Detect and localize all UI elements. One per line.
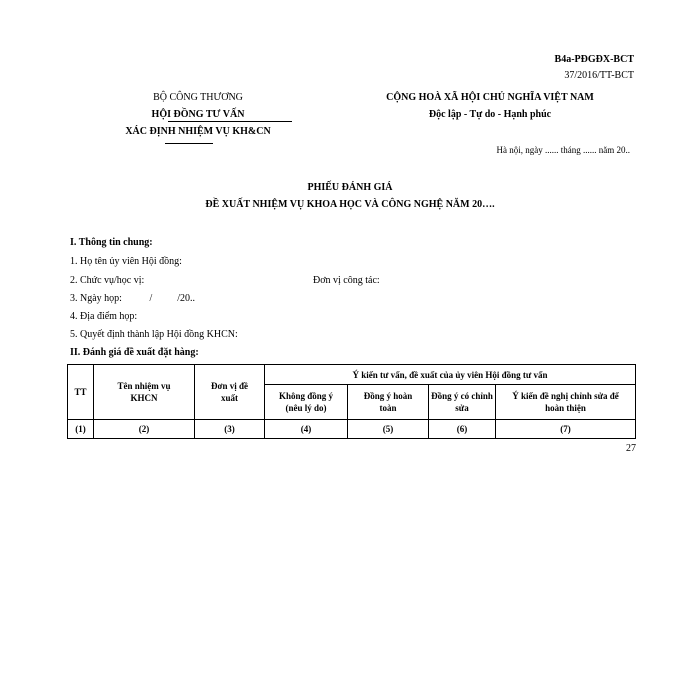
index-cell-6: (6)	[429, 420, 496, 439]
work-unit-field: Đơn vị công tác:	[313, 275, 380, 286]
council-underline	[168, 121, 292, 122]
meeting-location-field: 4. Địa điểm họp:	[70, 311, 138, 322]
header-council-opinion: Ý kiến tư vấn, đề xuất của ủy viên Hội đồng tư vấn	[265, 365, 636, 385]
header-agree-with-edits-line2: sửa	[455, 403, 469, 413]
index-cell-7: (7)	[496, 420, 636, 439]
date-line: Hà nội, ngày ...... tháng ...... năm 20..	[496, 145, 630, 155]
council-name-line1: HỘI ĐỒNG TƯ VẤN	[151, 109, 245, 120]
header-task-name-line2: KHCN	[130, 393, 158, 403]
header-agree-with-edits-line1: Đồng ý có chỉnh	[431, 391, 493, 401]
index-cell-1: (1)	[68, 420, 94, 439]
header-suggested-edits	[496, 385, 636, 420]
header-tt: TT	[68, 365, 94, 420]
council-name-line2: XÁC ĐỊNH NHIỆM VỤ KH&CN	[125, 126, 271, 137]
header-proposing-unit	[195, 365, 265, 420]
member-name-field: 1. Họ tên ủy viên Hội đồng:	[70, 256, 182, 267]
index-cell-4: (4)	[265, 420, 348, 439]
index-cell-5: (5)	[348, 420, 429, 439]
form-title: PHIẾU ĐÁNH GIÁ	[307, 182, 393, 193]
circular-number: 37/2016/TT-BCT	[564, 70, 634, 81]
national-motto: Độc lập - Tự do - Hạnh phúc	[428, 109, 552, 120]
page-number: 27	[626, 443, 636, 454]
national-header	[355, 89, 625, 123]
header-disagree-line1: Không đồng ý	[278, 391, 334, 401]
header-suggested-edits-line1: Ý kiến đề nghị chỉnh sửa để	[512, 391, 619, 401]
header-task-name-line1: Tên nhiệm vụ	[117, 381, 171, 391]
nation-name: CỘNG HOÀ XÃ HỘI CHỦ NGHĨA VIỆT NAM	[386, 92, 594, 103]
form-code: B4a-PĐGĐX-BCT	[554, 54, 634, 65]
ministry-name: BỘ CÔNG THƯƠNG	[153, 92, 243, 103]
header-proposing-unit-line2: xuất	[220, 393, 238, 403]
index-cell-3: (3)	[195, 420, 265, 439]
header-fully-agree-line1: Đồng ý hoàn	[363, 391, 413, 401]
header-fully-agree-line2: toàn	[379, 403, 397, 413]
header-disagree-line2: (nêu lý do)	[285, 403, 327, 413]
section-general-info-heading: I. Thông tin chung:	[70, 237, 153, 248]
header-proposing-unit-line1: Đơn vị đề	[211, 381, 248, 391]
header-suggested-edits-line2: hoàn thiện	[545, 403, 586, 413]
position-field: 2. Chức vụ/học vị:	[70, 275, 145, 286]
section-evaluation-heading: II. Đánh giá đề xuất đặt hàng:	[70, 347, 199, 358]
header-task-name	[94, 365, 195, 420]
evaluation-table	[67, 364, 636, 439]
header-fully-agree	[348, 385, 429, 420]
agency-divider	[165, 143, 213, 144]
header-agree-with-edits	[429, 385, 496, 420]
header-disagree	[265, 385, 348, 420]
decision-field: 5. Quyết định thành lập Hội đồng KHCN:	[70, 329, 238, 340]
meeting-date-field: 3. Ngày họp: / /20..	[70, 293, 195, 304]
index-cell-2: (2)	[94, 420, 195, 439]
form-subtitle: ĐỀ XUẤT NHIỆM VỤ KHOA HỌC VÀ CÔNG NGHỆ NĂM 20….	[205, 199, 495, 210]
issuing-agency	[88, 89, 308, 140]
table-row	[68, 420, 636, 439]
